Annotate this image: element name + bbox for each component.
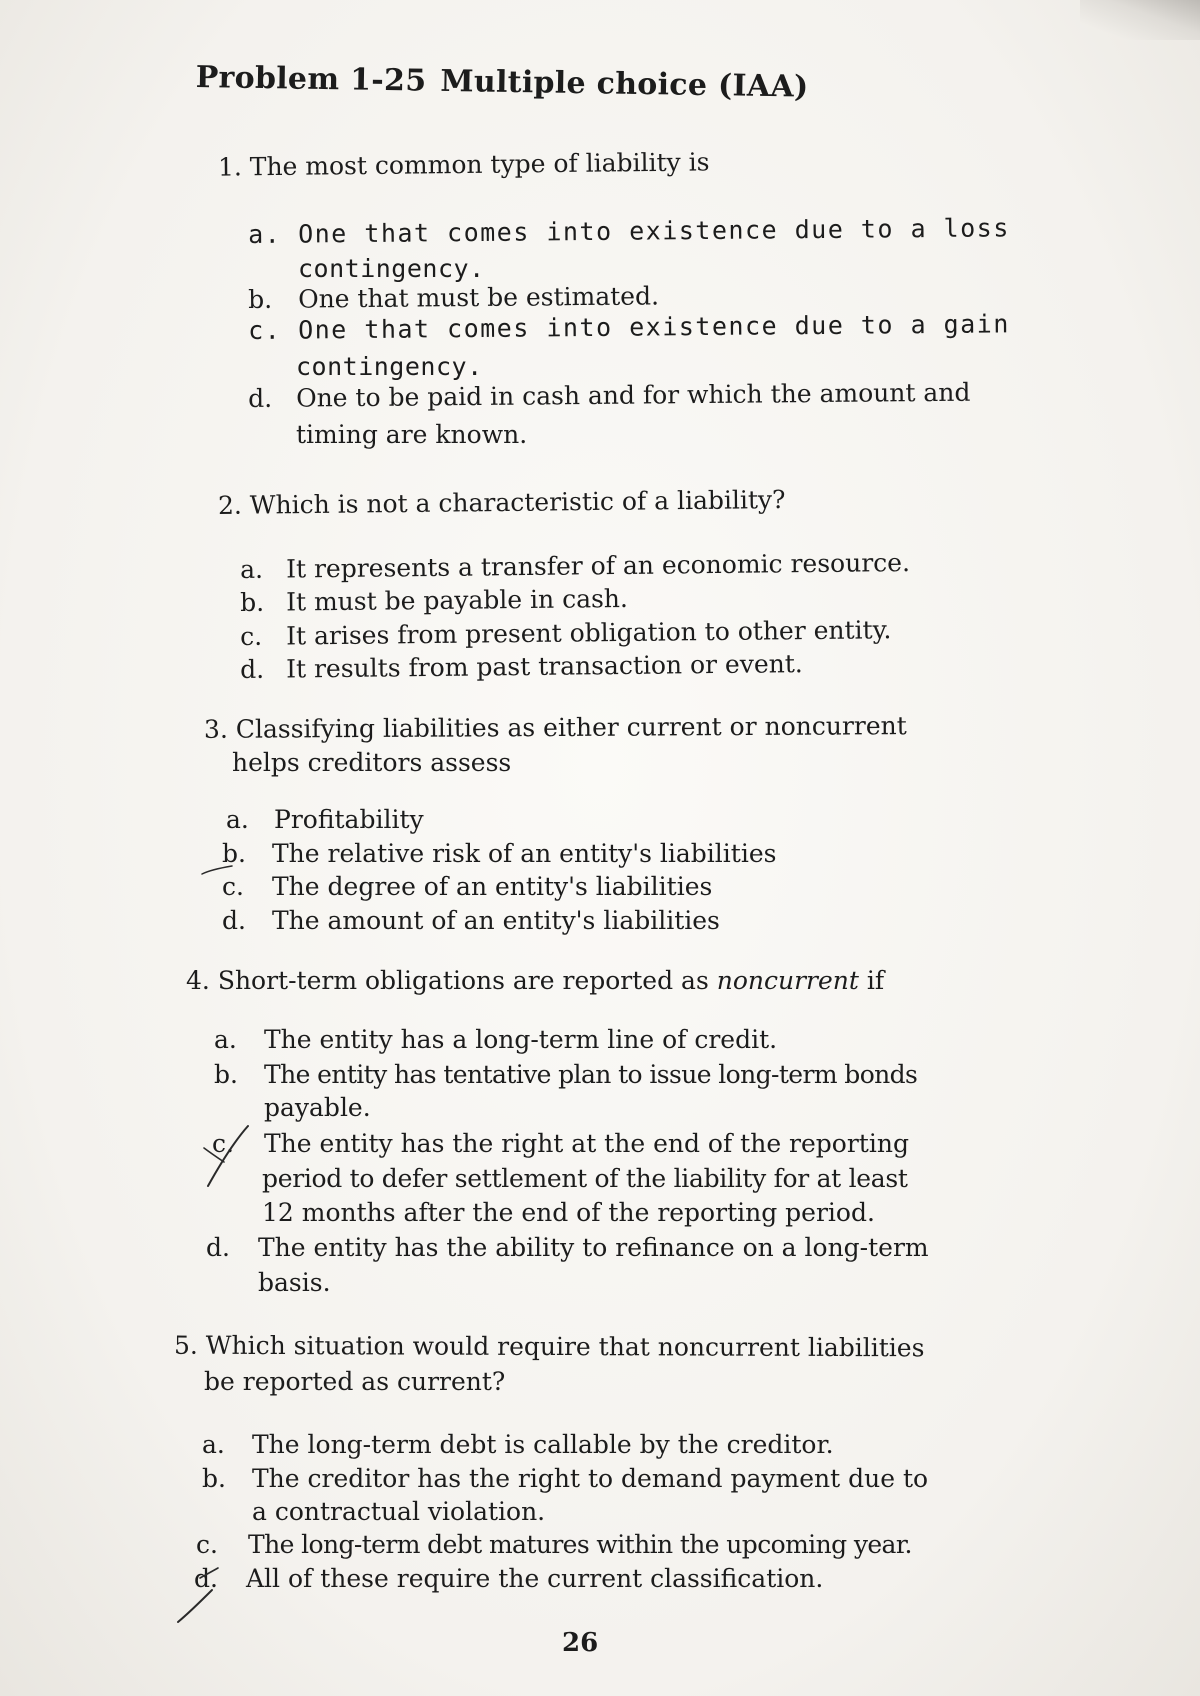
question-stem-end: if	[858, 966, 885, 995]
option-letter: a.	[248, 219, 282, 249]
option-letter: c.	[212, 1129, 234, 1158]
option-text: It arises from present obligation to other entity.	[285, 615, 892, 651]
option-text: Profitability	[274, 805, 424, 834]
question-stem: Which situation would require that noncurrent liabilities	[205, 1330, 925, 1363]
option-letter: c.	[240, 621, 263, 651]
option-text: One that comes into existence due to a loss	[297, 213, 1010, 249]
option-letter: a.	[214, 1025, 237, 1054]
question-2	[218, 485, 786, 520]
question-stem-continuation: be reported as current?	[204, 1367, 506, 1396]
option-letter: d.	[240, 654, 265, 684]
option-letter: d.	[206, 1233, 230, 1262]
option-letter: b.	[214, 1060, 238, 1089]
question-1	[218, 147, 710, 181]
option-text-continuation: contingency.	[298, 254, 485, 283]
option-letter: c.	[196, 1530, 218, 1559]
question-4	[186, 966, 884, 995]
option-letter: b.	[248, 284, 273, 314]
option-text-continuation: a contractual violation.	[252, 1497, 546, 1526]
option-text: The relative risk of an entity's liabilities	[272, 839, 777, 868]
option-text: It must be payable in cash.	[285, 583, 629, 617]
problem-number: Problem 1-25	[195, 60, 427, 99]
problem-title	[195, 60, 808, 105]
question-number: 2.	[217, 490, 243, 520]
option-text: The entity has a long-term line of credit.	[264, 1025, 778, 1054]
question-number: 3.	[203, 714, 228, 744]
option-text: It results from past transaction or event.	[285, 649, 803, 684]
question-stem: Classifying liabilities as either current or noncurrent	[235, 711, 907, 744]
option-text: The amount of an entity's liabilities	[272, 906, 720, 935]
option-text-continuation: 12 months after the end of the reporting period.	[262, 1198, 875, 1227]
question-number: 1.	[217, 152, 243, 182]
option-letter: b.	[222, 839, 246, 868]
page-corner-shadow	[1080, 0, 1200, 40]
question-5	[174, 1331, 925, 1363]
option-text: The long-term debt matures within the upcoming year.	[248, 1530, 912, 1559]
option-letter: b.	[202, 1464, 226, 1493]
question-5-cont	[204, 1367, 505, 1396]
option-letter: d.	[222, 906, 246, 935]
option-letter: c.	[222, 872, 244, 901]
option-letter: a.	[240, 554, 264, 584]
option-text: The entity has the right at the end of the reporting	[264, 1129, 909, 1158]
option-letter: a.	[202, 1430, 225, 1459]
option-text-continuation: timing are known.	[296, 420, 528, 449]
option-letter: c.	[248, 315, 282, 345]
question-stem-continuation: helps creditors assess	[232, 748, 512, 777]
option-text: One that comes into existence due to a gain	[297, 309, 1010, 345]
question-3	[204, 711, 907, 744]
option-text: The degree of an entity's liabilities	[272, 872, 713, 901]
option-letter: d.	[248, 383, 273, 413]
option-text-continuation: period to defer settlement of the liability for at least	[262, 1164, 908, 1193]
option-letter: a.	[226, 805, 249, 834]
option-text: One that must be estimated.	[297, 281, 660, 314]
question-number: 5.	[173, 1330, 198, 1360]
option-text: It represents a transfer of an economic resource.	[285, 547, 911, 584]
option-text: The entity has tentative plan to issue long-term bonds	[264, 1060, 918, 1089]
question-number: 4.	[186, 966, 210, 995]
problem-subtitle: Multiple choice (IAA)	[440, 63, 809, 105]
option-text-continuation: payable.	[264, 1093, 371, 1122]
option-text-continuation: contingency.	[296, 352, 483, 381]
option-text: The long-term debt is callable by the creditor.	[252, 1430, 834, 1459]
question-stem: The most common type of liability is	[249, 147, 710, 182]
question-3-cont	[232, 748, 511, 777]
option-text-continuation: basis.	[258, 1268, 331, 1297]
question-stem: Short-term obligations are reported as	[217, 966, 717, 995]
question-stem: Which is not a characteristic of a liability?	[249, 485, 786, 520]
option-text: The entity has the ability to refinance on a long-term	[258, 1233, 929, 1262]
option-text: The creditor has the right to demand payment due to	[252, 1464, 929, 1493]
option-letter: b.	[240, 587, 265, 617]
page-number: 26	[562, 1628, 599, 1658]
option-text: All of these require the current classification.	[246, 1564, 824, 1593]
question-stem-emphasis: noncurrent	[716, 966, 859, 995]
option-text: One to be paid in cash and for which the amount and	[295, 377, 971, 413]
option-letter: d.	[194, 1564, 218, 1593]
